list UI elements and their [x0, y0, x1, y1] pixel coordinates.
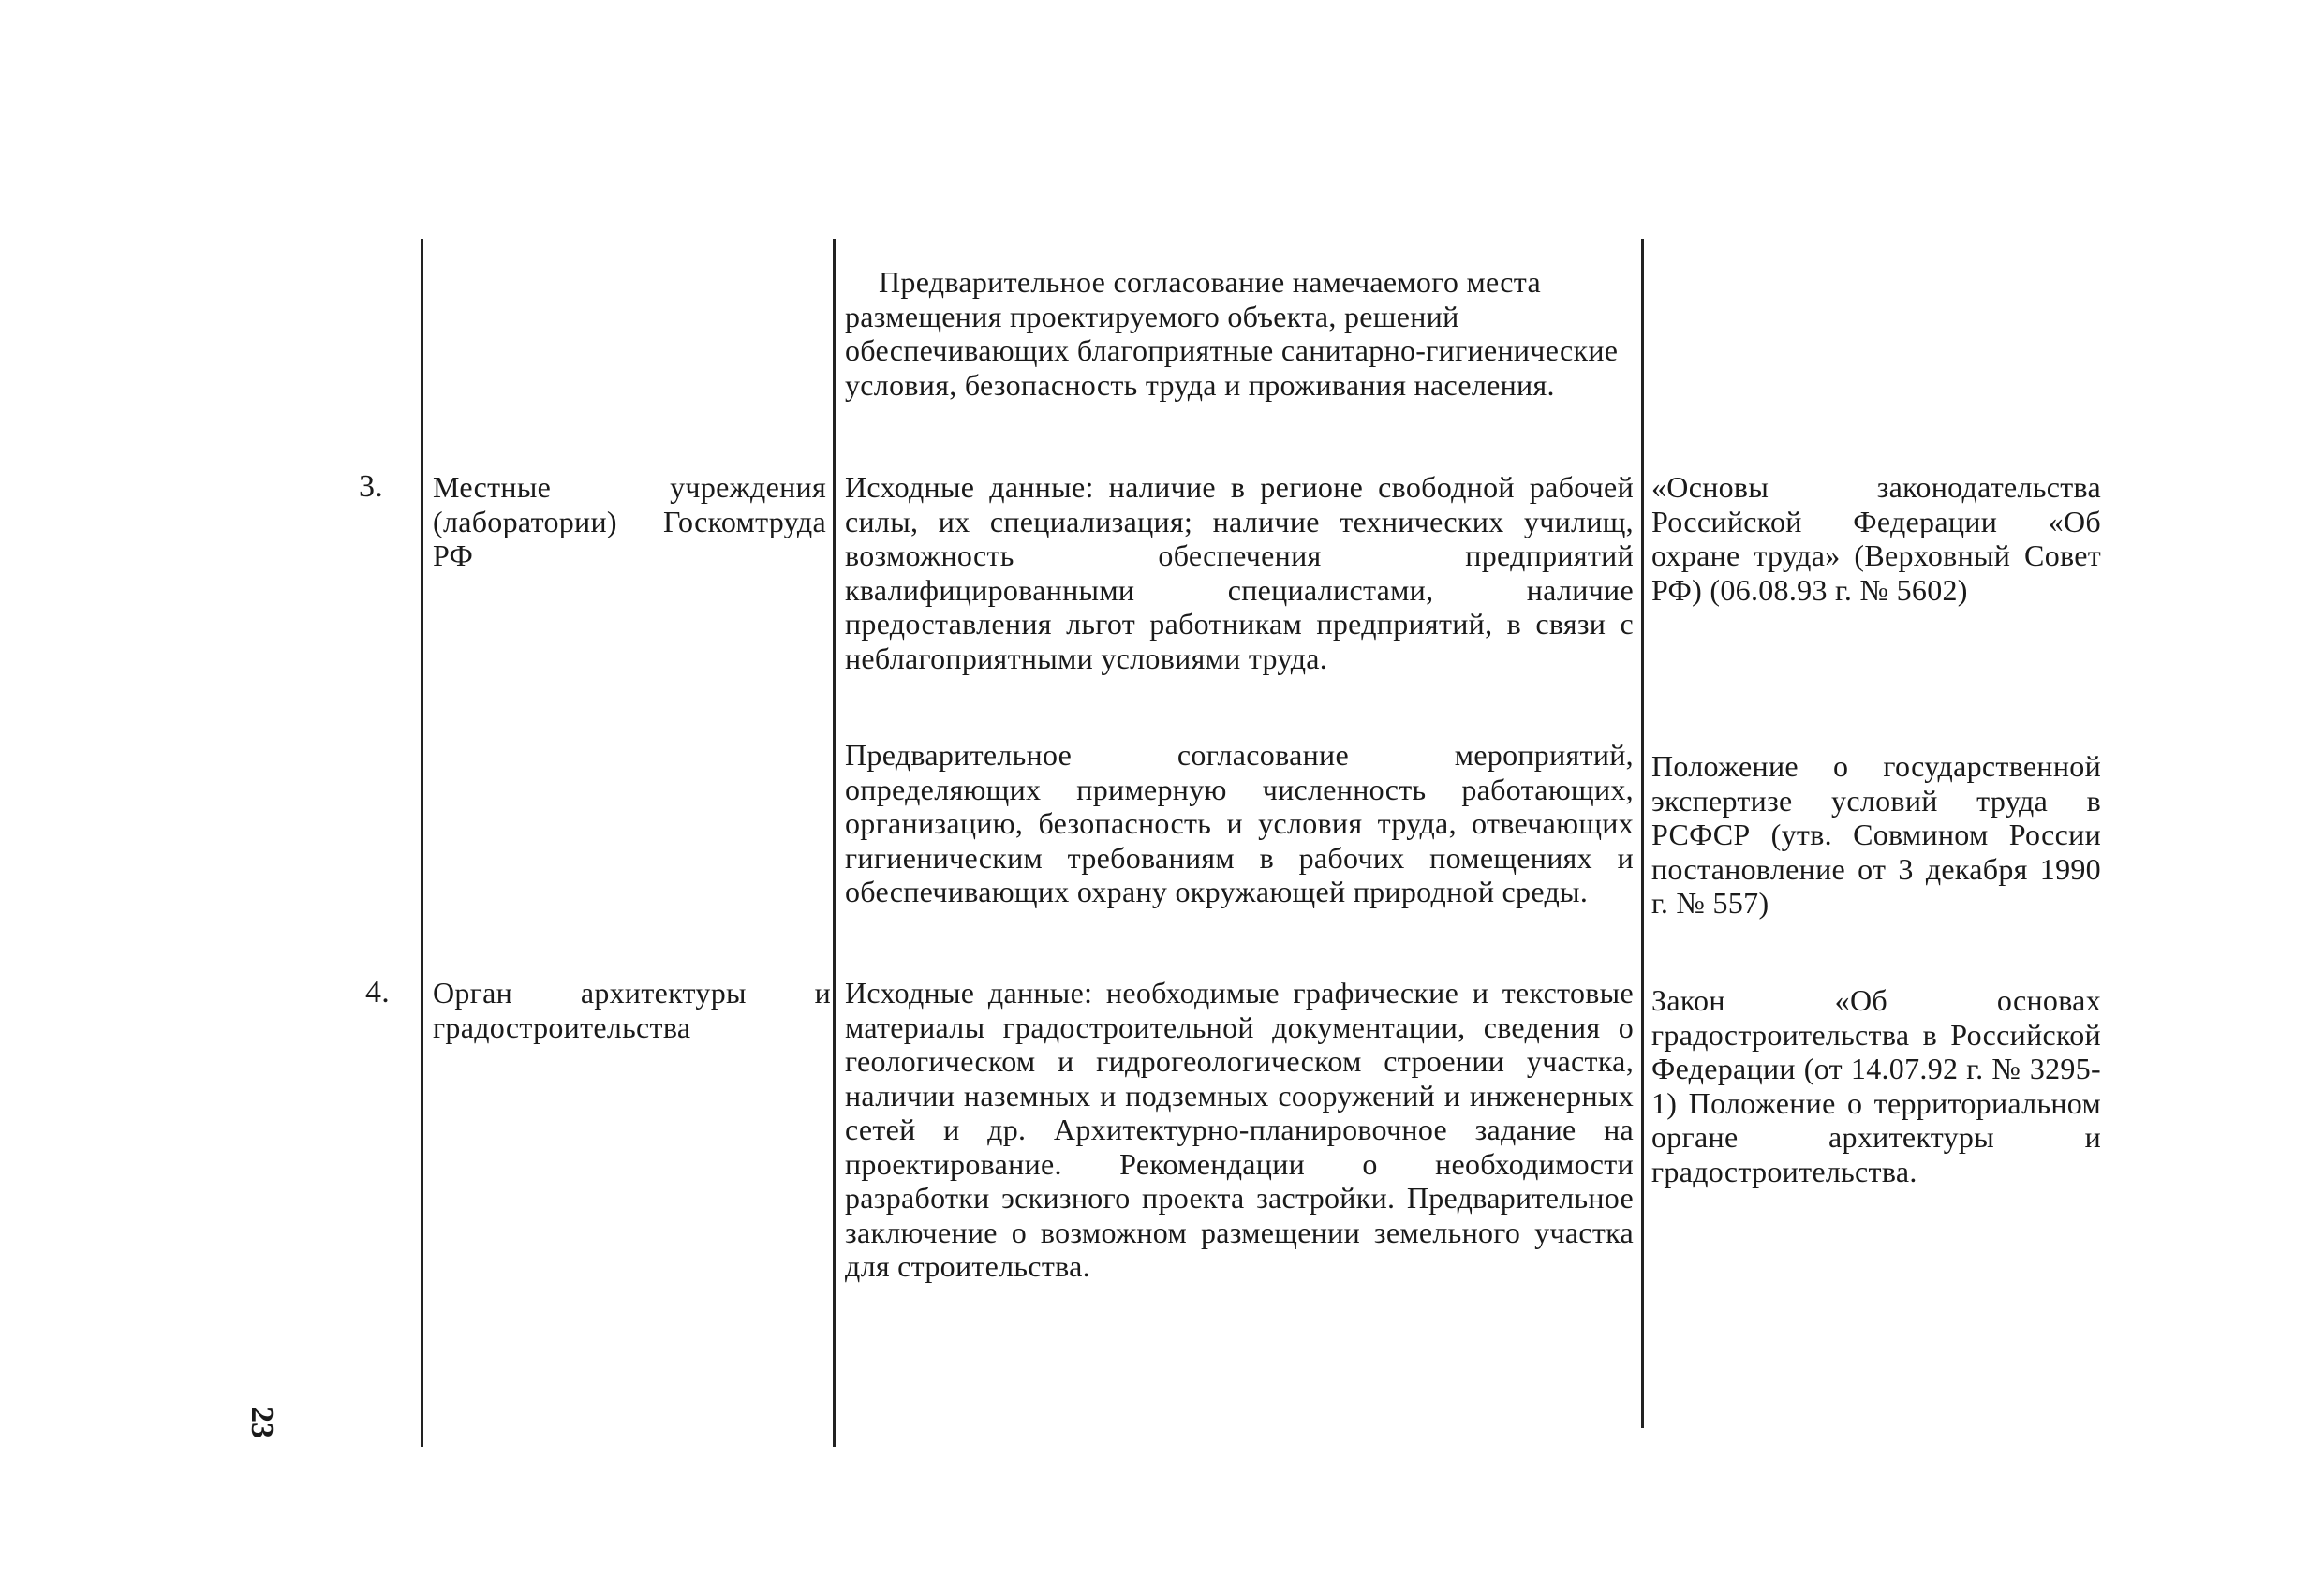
requirements-text: Исходные данные: наличие в регионе свободной рабочей силы, их специализация; наличие технических училищ, возможность обеспечения предприятий квалифицированными специалистами, наличие предоставления льгот работникам предприятий, в связи с неблагоприятными условиями труда. [845, 470, 1634, 675]
row-3-basis-1 [1651, 470, 2101, 607]
row-4-requirements [845, 976, 1634, 1284]
column-rule-2 [833, 239, 836, 1447]
basis-text: Закон «Об основах градостроительства в Российской Федерации (от 14.07.92 г. № 3295-1) Положение о территориальном органе архитектуры и градостроительства. [1651, 983, 2101, 1188]
page-number: 23 [244, 1407, 279, 1438]
row-4-basis [1651, 983, 2101, 1188]
row-4-number: 4. [365, 975, 391, 1010]
requirements-text: Предварительное согласование мероприятий, определяющих примерную численность работающих, организацию, безопасность и условия труда, отвечающих гигиеническим требованиям в рабочих помещениях и обеспечивающих охрану окружающей природной среды. [845, 738, 1634, 908]
row-3-requirements-1 [845, 470, 1634, 675]
row-4-organization [433, 976, 831, 1044]
column-rule-3 [1641, 239, 1644, 1428]
basis-text: «Основы законодательства Российской Федерации «Об охране труда» (Верховный Совет РФ) (06.08.93 г. № 5602) [1651, 470, 2101, 607]
row-0-requirements [845, 265, 1634, 402]
row-3-organization [433, 470, 826, 573]
column-rule-1 [421, 239, 423, 1447]
basis-text: Положение о государственной экспертизе условий труда в РСФСР (утв. Совмином России постановление от 3 декабря 1990 г. № 557) [1651, 749, 2101, 920]
requirements-text: Предварительное согласование намечаемого места размещения проектируемого объекта, решений обеспечивающих благоприятные санитарно-гигиенические условия, безопасность труда и проживания населения. [845, 265, 1619, 402]
organization-text: Местные учреждения (лаборатории) Госкомтруда РФ [433, 470, 826, 572]
row-3-number: 3. [359, 469, 384, 504]
requirements-text: Исходные данные: необходимые графические и текстовые материалы градостроительной документации, сведения о геологическом и гидрогеологическом строении участка, наличии наземных и подземных сооружений и инженерных сетей и др. Архитектурно-планировочное задание на проектирование. Рекомендации о необходимости разработки эскизного проекта застройки. Предварительное заключение о возможном размещении земельного участка для строительства. [845, 976, 1634, 1283]
organization-text: Орган архитектуры и градостроительства [433, 976, 831, 1044]
row-3-requirements-2 [845, 738, 1634, 909]
row-3-basis-2 [1651, 749, 2101, 921]
